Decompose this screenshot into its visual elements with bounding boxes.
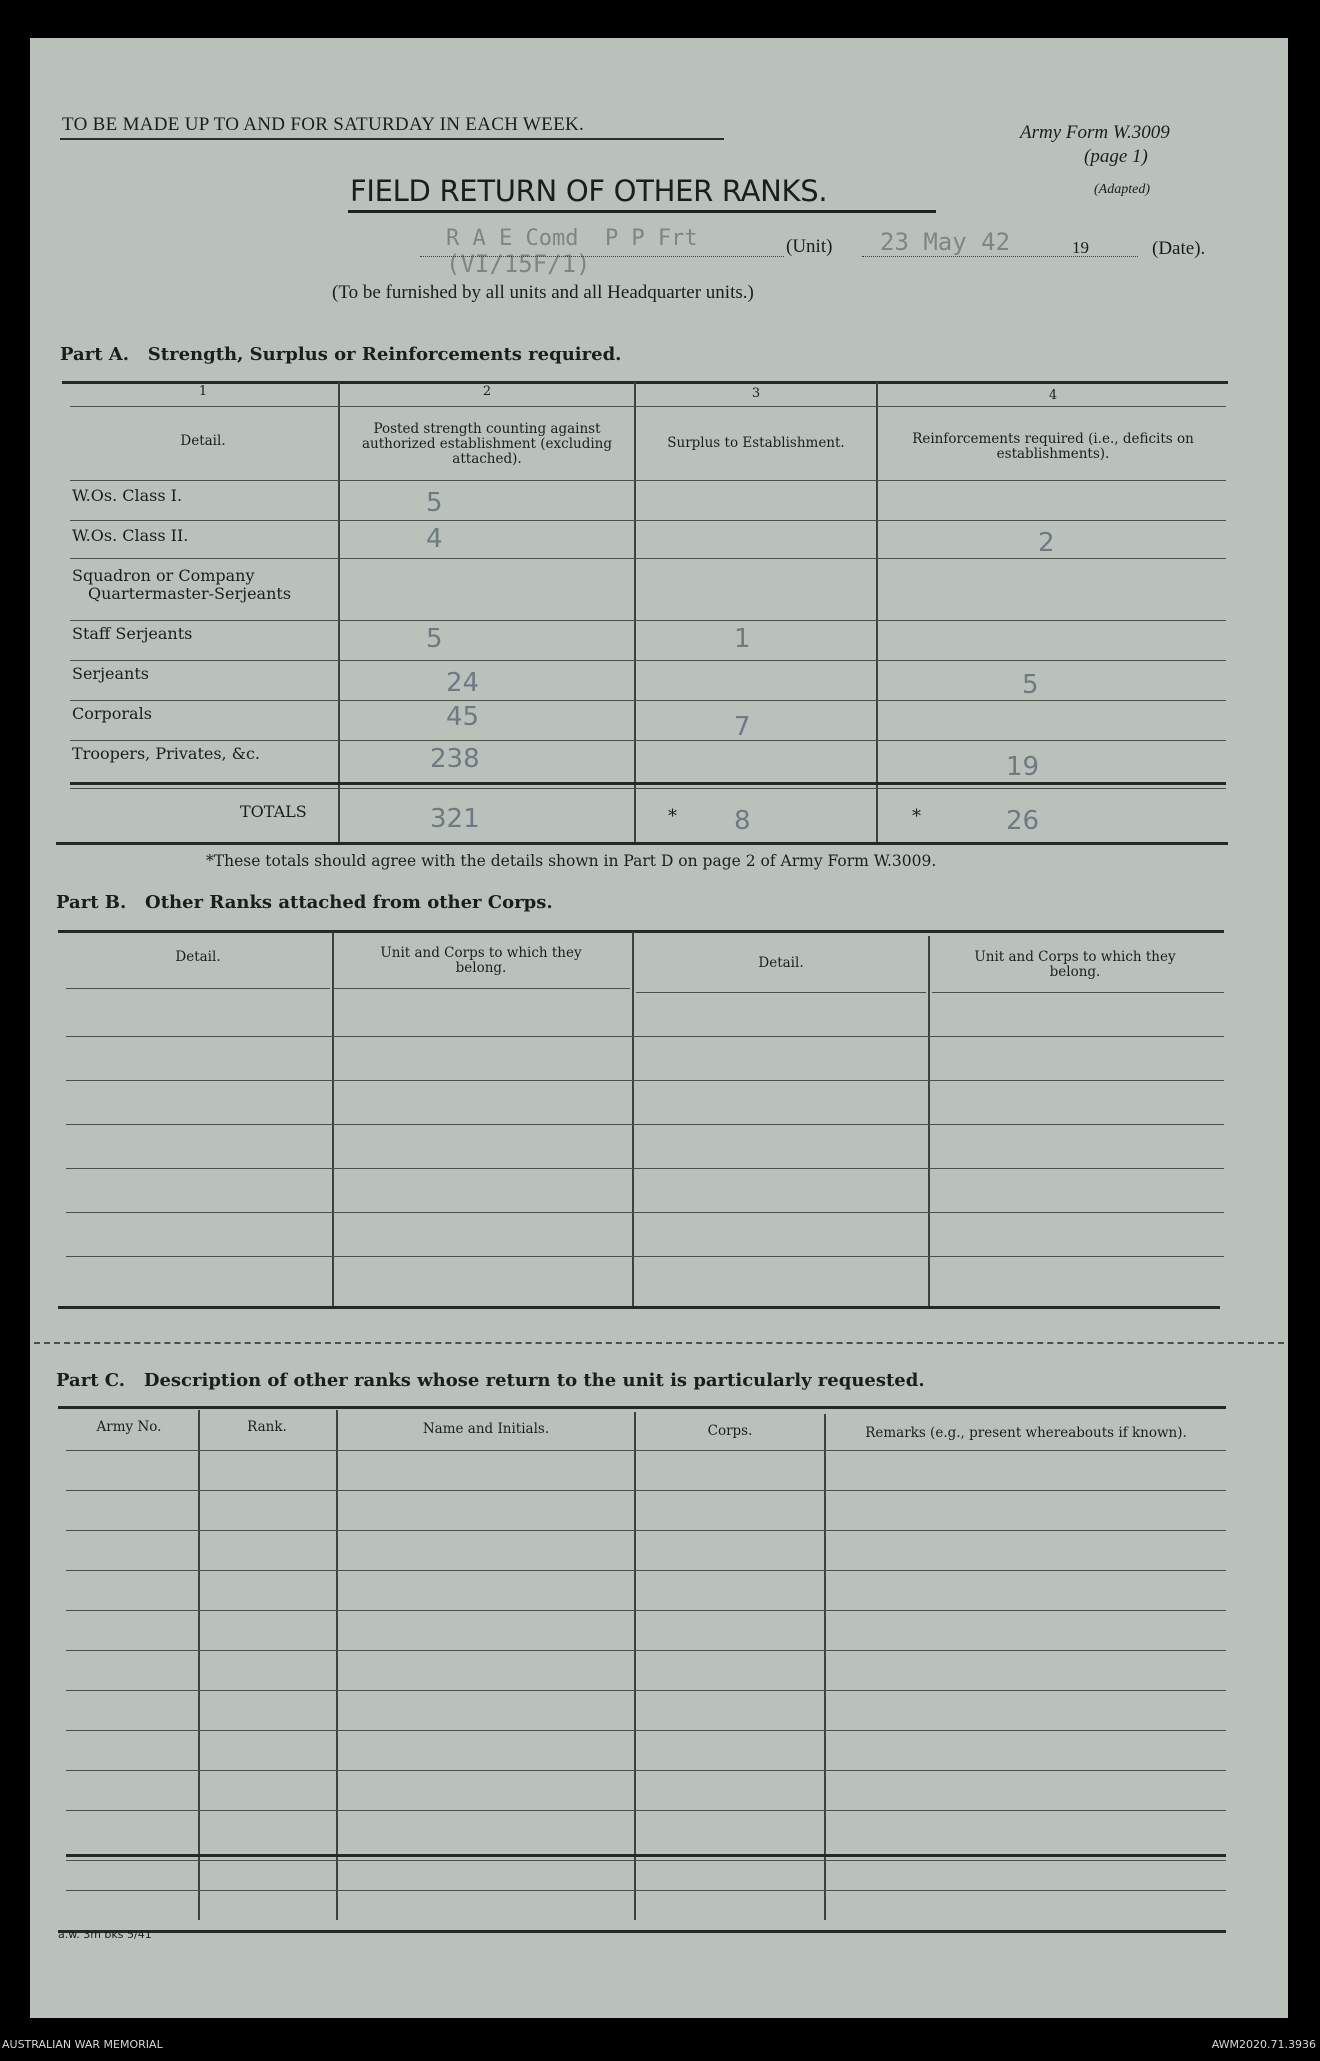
- form-page: (page 1): [1084, 146, 1148, 167]
- unit-label: (Unit): [786, 236, 833, 257]
- blank-row-rule: [66, 1610, 1226, 1611]
- unit-value-line2: (VI/15F/1): [446, 250, 591, 278]
- form-id: Army Form W.3009: [1020, 122, 1170, 143]
- part-c-heading: Part C. Description of other ranks whose return to the unit is particularly requested.: [56, 1370, 925, 1391]
- part-b-header-unit-2: Unit and Corps to which they belong.: [974, 949, 1176, 980]
- blank-row-rule: [66, 1890, 1226, 1891]
- part-b-header-unit-1: Unit and Corps to which they belong.: [380, 945, 582, 976]
- part-c-header-corps: Corps.: [707, 1423, 753, 1439]
- blank-row-rule: [66, 1810, 1226, 1811]
- blank-row-rule: [66, 1530, 1226, 1531]
- col-header-detail: Detail.: [180, 433, 226, 449]
- part-c-header-army-no: Army No.: [96, 1419, 162, 1435]
- instruction-text: TO BE MADE UP TO AND FOR SATURDAY IN EACH WEEK.: [62, 114, 585, 135]
- footer-right: AWM2020.71.3936: [1211, 2038, 1316, 2051]
- row-label-cqms: Squadron or Company: [72, 566, 255, 585]
- blank-row-rule: [66, 1690, 1226, 1691]
- part-b-divider-3: [928, 936, 930, 1306]
- col-header-surplus: Surplus to Establishment.: [667, 435, 845, 451]
- blank-row-rule: [66, 1770, 1226, 1771]
- row-rule: [70, 700, 1226, 701]
- part-b-header-rule: [932, 992, 1224, 993]
- part-a-heading: Part A. Strength, Surplus or Reinforcements required.: [60, 344, 622, 365]
- totals-surplus: 8: [734, 806, 751, 836]
- part-b-header-rule: [66, 988, 330, 989]
- col-header-reinf: Reinforcements required (i.e., deficits on establishments).: [912, 431, 1194, 462]
- row-rule: [70, 558, 1226, 559]
- unit-value: R A E Comd P P Frt: [446, 226, 698, 251]
- col-number-3: 3: [751, 386, 761, 401]
- row-label-pte: Troopers, Privates, &c.: [72, 744, 261, 763]
- totals-reinf-star: *: [912, 806, 921, 827]
- part-b-heading: Part B. Other Ranks attached from other Corps.: [56, 892, 553, 913]
- form-adapted: (Adapted): [1094, 182, 1150, 197]
- totals-label: TOTALS: [240, 802, 307, 821]
- col-number-2: 2: [482, 384, 492, 399]
- form-sheet: [30, 38, 1288, 2018]
- tear-line: [34, 1342, 1284, 1344]
- part-a-bottom-rule: [56, 842, 1228, 845]
- instruction-underline: [60, 138, 724, 140]
- totals-posted: 321: [430, 804, 480, 834]
- row-label-sgt: Serjeants: [72, 664, 149, 683]
- blank-row-rule: [66, 1730, 1226, 1731]
- row-label-cqms-2: Quartermaster-Serjeants: [88, 584, 292, 603]
- date-value: 23 May 42: [880, 228, 1011, 256]
- row-label-wo2: W.Os. Class II.: [72, 526, 189, 545]
- blank-row-rule: [66, 1036, 1224, 1037]
- blank-row-rule: [66, 1080, 1224, 1081]
- col-header-posted: Posted strength counting against authorized establishment (excluding attached).: [361, 421, 613, 467]
- date-label: (Date).: [1152, 238, 1206, 259]
- row-posted-wo2: 4: [426, 524, 443, 554]
- part-c-bottom-rule: [58, 1930, 1226, 1933]
- part-b-top-rule: [58, 930, 1224, 933]
- row-posted-ssgt: 5: [426, 624, 443, 654]
- row-posted-pte: 238: [430, 744, 480, 774]
- page-title: FIELD RETURN OF OTHER RANKS.: [350, 174, 828, 208]
- blank-row-rule: [66, 1490, 1226, 1491]
- blank-row-rule: [66, 1212, 1224, 1213]
- col-number-rule: [70, 406, 1226, 407]
- row-label-ssgt: Staff Serjeants: [72, 624, 193, 643]
- part-b-header-detail-2: Detail.: [758, 955, 804, 971]
- part-c-divider-1: [198, 1410, 200, 1920]
- part-a-footnote: *These totals should agree with the details shown in Part D on page 2 of Army Form W.3009.: [206, 852, 937, 870]
- date-dotted-line: [862, 256, 1138, 257]
- row-label-cpl: Corporals: [72, 704, 152, 723]
- furnish-note: (To be furnished by all units and all Headquarter units.): [332, 282, 754, 303]
- part-a-divider-3: [876, 382, 878, 844]
- part-c-header-rank: Rank.: [247, 1419, 287, 1435]
- totals-surplus-star: *: [668, 806, 677, 827]
- row-posted-sgt: 24: [446, 668, 480, 698]
- unit-dotted-line: [420, 256, 784, 257]
- row-surplus-cpl: 7: [734, 712, 751, 742]
- title-underline: [348, 210, 936, 213]
- row-surplus-ssgt: 1: [734, 624, 751, 654]
- part-b-header-detail-1: Detail.: [175, 949, 221, 965]
- col-header-rule: [70, 480, 1226, 481]
- row-reinf-wo2: 2: [1038, 528, 1055, 558]
- part-c-top-rule: [58, 1406, 1226, 1409]
- col-number-4: 4: [1048, 388, 1058, 403]
- row-label-wo1: W.Os. Class I.: [72, 486, 183, 505]
- part-a-divider-1: [338, 382, 340, 844]
- row-rule: [70, 620, 1226, 621]
- blank-row-rule: [66, 1650, 1226, 1651]
- blank-row-rule: [66, 1570, 1226, 1571]
- blank-row-rule: [66, 1256, 1224, 1257]
- part-b-header-rule: [636, 992, 926, 993]
- part-c-header-remarks: Remarks (e.g., present whereabouts if known).: [865, 1425, 1187, 1441]
- row-reinf-sgt: 5: [1022, 670, 1039, 700]
- blank-row-rule: [66, 1168, 1224, 1169]
- row-posted-cpl: 45: [446, 702, 480, 732]
- part-b-divider-2: [632, 932, 634, 1306]
- row-rule: [70, 520, 1226, 521]
- row-rule: [70, 660, 1226, 661]
- blank-row-rule: [66, 1124, 1224, 1125]
- totals-top-rule-2: [70, 788, 1226, 789]
- part-c-header-name: Name and Initials.: [422, 1421, 550, 1437]
- totals-top-rule: [70, 782, 1226, 785]
- part-c-double-rule: [66, 1854, 1226, 1857]
- part-b-bottom-rule: [58, 1306, 1220, 1309]
- col-number-1: 1: [198, 384, 208, 399]
- row-reinf-pte: 19: [1006, 752, 1040, 782]
- date-year: 19: [1072, 238, 1089, 257]
- totals-reinf: 26: [1006, 806, 1040, 836]
- print-code: a.w. 3m bks 5/41: [58, 1928, 152, 1941]
- row-rule: [70, 740, 1226, 741]
- row-posted-wo1: 5: [426, 488, 443, 518]
- part-c-divider-3: [634, 1412, 636, 1920]
- part-b-header-rule: [334, 988, 630, 989]
- part-a-divider-2: [634, 382, 636, 844]
- part-c-header-rule: [66, 1450, 1226, 1451]
- part-c-double-rule-2: [66, 1860, 1226, 1861]
- part-c-divider-2: [336, 1410, 338, 1920]
- footer-left: AUSTRALIAN WAR MEMORIAL: [2, 2038, 163, 2051]
